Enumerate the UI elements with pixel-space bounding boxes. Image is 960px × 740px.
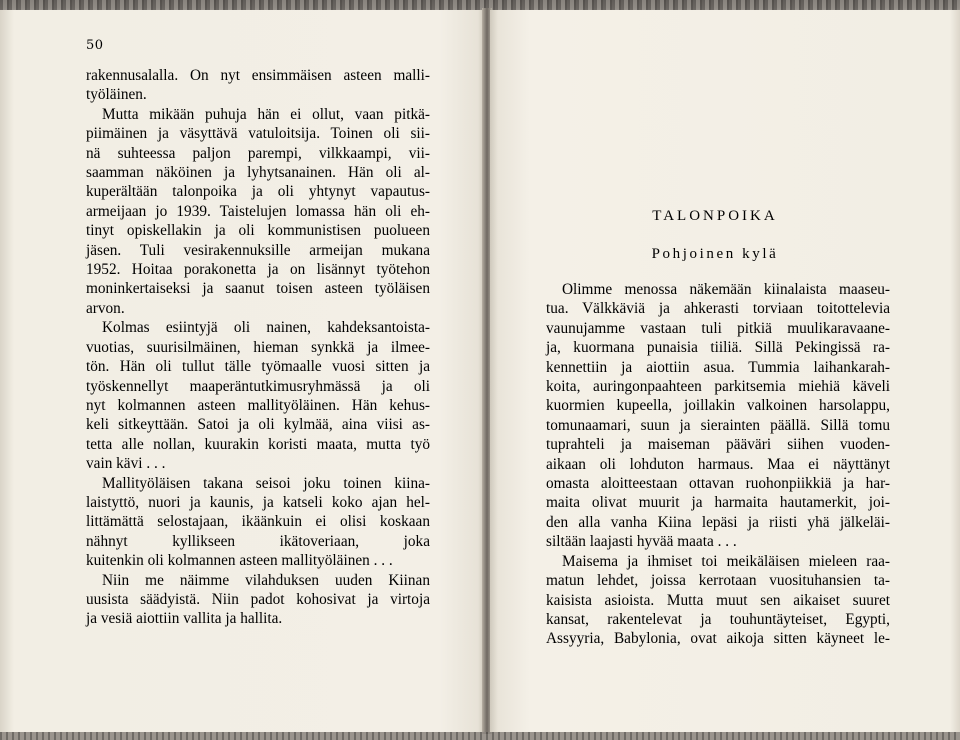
text-line: keli sitkeyttään. Satoi ja oli kylmää, aina viisi as- [86,416,430,434]
text-line: ja vesiä aiottiin vallita ja hallita. [86,610,283,628]
book-top-edge [0,0,960,10]
text-line: kuitenkin oli kolmannen asteen mallityöläinen . . . [86,552,393,570]
text-line: Mutta mikään puhuja hän ei ollut, vaan pitkä- [102,105,430,123]
text-line: armeijaan jo 1939. Taistelujen lomassa hän oli eh- [86,202,430,220]
text-line: kuperältään talonpoika ja oli yhtynyt vapautus- [86,183,430,201]
text-line: piimäinen ja väsyttävä vatuloitsija. Toinen oli sii- [86,125,430,143]
text-line: Assyyria, Babylonia, ovat aikoja sitten käyneet le- [546,630,890,648]
text-line: arvon. [86,299,125,317]
text-line: uusista säädyistä. Niin padot kohosivat ja virtoja [86,590,430,608]
text-line: matun lehdet, joissa kerrotaan vuosituhansien ta- [546,572,890,590]
right-page-text [546,280,890,649]
text-line: työskennellyt maaperäntutkimusryhmässä ja oli [86,377,430,395]
text-line: 1952. Hoitaa porakonetta ja on lisännyt työtehon [86,261,430,279]
text-line: nä suhteessa paljon parempi, vilkkaampi, vii- [86,144,430,162]
text-line: littämättä selostajaan, ikäänkuin ei olisi koskaan [86,513,430,531]
text-line: Mallityöläisen takana seisoi joku toinen kiina- [102,474,430,492]
text-line: kuormien kupeella, joillakin valkoinen harsolappu, [546,397,890,415]
text-line: rakennusalalla. On nyt ensimmäisen asteen malli- [86,67,430,84]
text-line: siltään laajasti hyvää maata . . . [546,533,737,551]
text-line: tua. Välkkäviä ja ahkerasti torviaan toitottelevia [546,300,890,318]
page-number: 50 [86,38,104,53]
left-page-text [86,66,430,629]
text-line: Niin me näimme vilahduksen uuden Kiinan [102,571,430,589]
text-line: omasta aloitteestaan ottavan ruohonpiikkiä ja har- [546,475,890,493]
text-line: jäsen. Tuli vesirakennuksille armeijan mukana [86,241,430,259]
text-line: vain kävi . . . [86,455,166,473]
text-line: tetta alle nollan, kuurakin koristi maata, mutta työ [86,435,430,453]
text-line: kansat, rakentelevat ja touhuntäyteiset, Egypti, [546,610,890,628]
text-line: maita olivat muurit ja harmaita hautamerkit, joi- [546,494,890,512]
text-line: kennettiin ja aiottiin asua. Tummia laihankarah- [546,358,890,376]
text-line: työläinen. [86,86,147,104]
text-line: kaisista asioista. Mutta muut sen aikaiset suuret [546,591,890,609]
text-line: moninkertaiseksi ja saanut toisen asteen työläisen [86,280,430,298]
text-line: aikaan oli lohduton harmaus. Maa ei näyttänyt [546,455,890,473]
text-line: Kolmas esiintyjä oli nainen, kahdeksantoista- [102,319,430,337]
text-line: nyt kolmannen asteen mallityöläinen. Hän kehus- [86,396,430,414]
text-line: Maisema ja ihmiset toi meikäläisen mieleen raa- [562,552,890,570]
text-line: tön. Hän oli tullut tälle työmaalle vuosi sitten ja [86,358,430,376]
section-title: Pohjoinen kylä [651,246,779,262]
text-line: Olimme menossa näkemään kiinalaista maaseu- [562,281,890,298]
text-line: den alla vanha Kiina lepäsi ja riisti yhä jälkeläi- [546,513,890,531]
text-line: tomunaamari, suun ja sierainten päällä. Sillä tomu [546,416,890,434]
text-line: saamman näköinen ja lyhytsanainen. Hän oli al- [86,164,430,182]
text-line: koita, auringonpaahteen parkitsemia miehiä käveli [546,378,890,396]
chapter-title: TALONPOIKA [652,208,778,224]
text-line: vaunujamme vastaan tuli pitkiä muulikaravaane- [546,319,890,337]
text-line: vuotias, suurisilmäinen, hieman synkkä ja ilmee- [86,338,430,356]
text-line: ja, kuormana punaisia tiiliä. Sillä Pekingissä ra- [546,339,890,357]
book-bottom-edge [0,732,960,740]
text-line: tuprahteli ja maiseman pääväri siihen vuoden- [546,436,890,454]
text-line: laistyttö, nuori ja kaunis, ja katseli koko ajan hel- [86,493,430,511]
text-line: nähnyt kyllikseen ikätoveriaan, joka [86,532,430,550]
text-line: tinyt opiskellakin ja oli kommunistisen puolueen [86,222,430,240]
